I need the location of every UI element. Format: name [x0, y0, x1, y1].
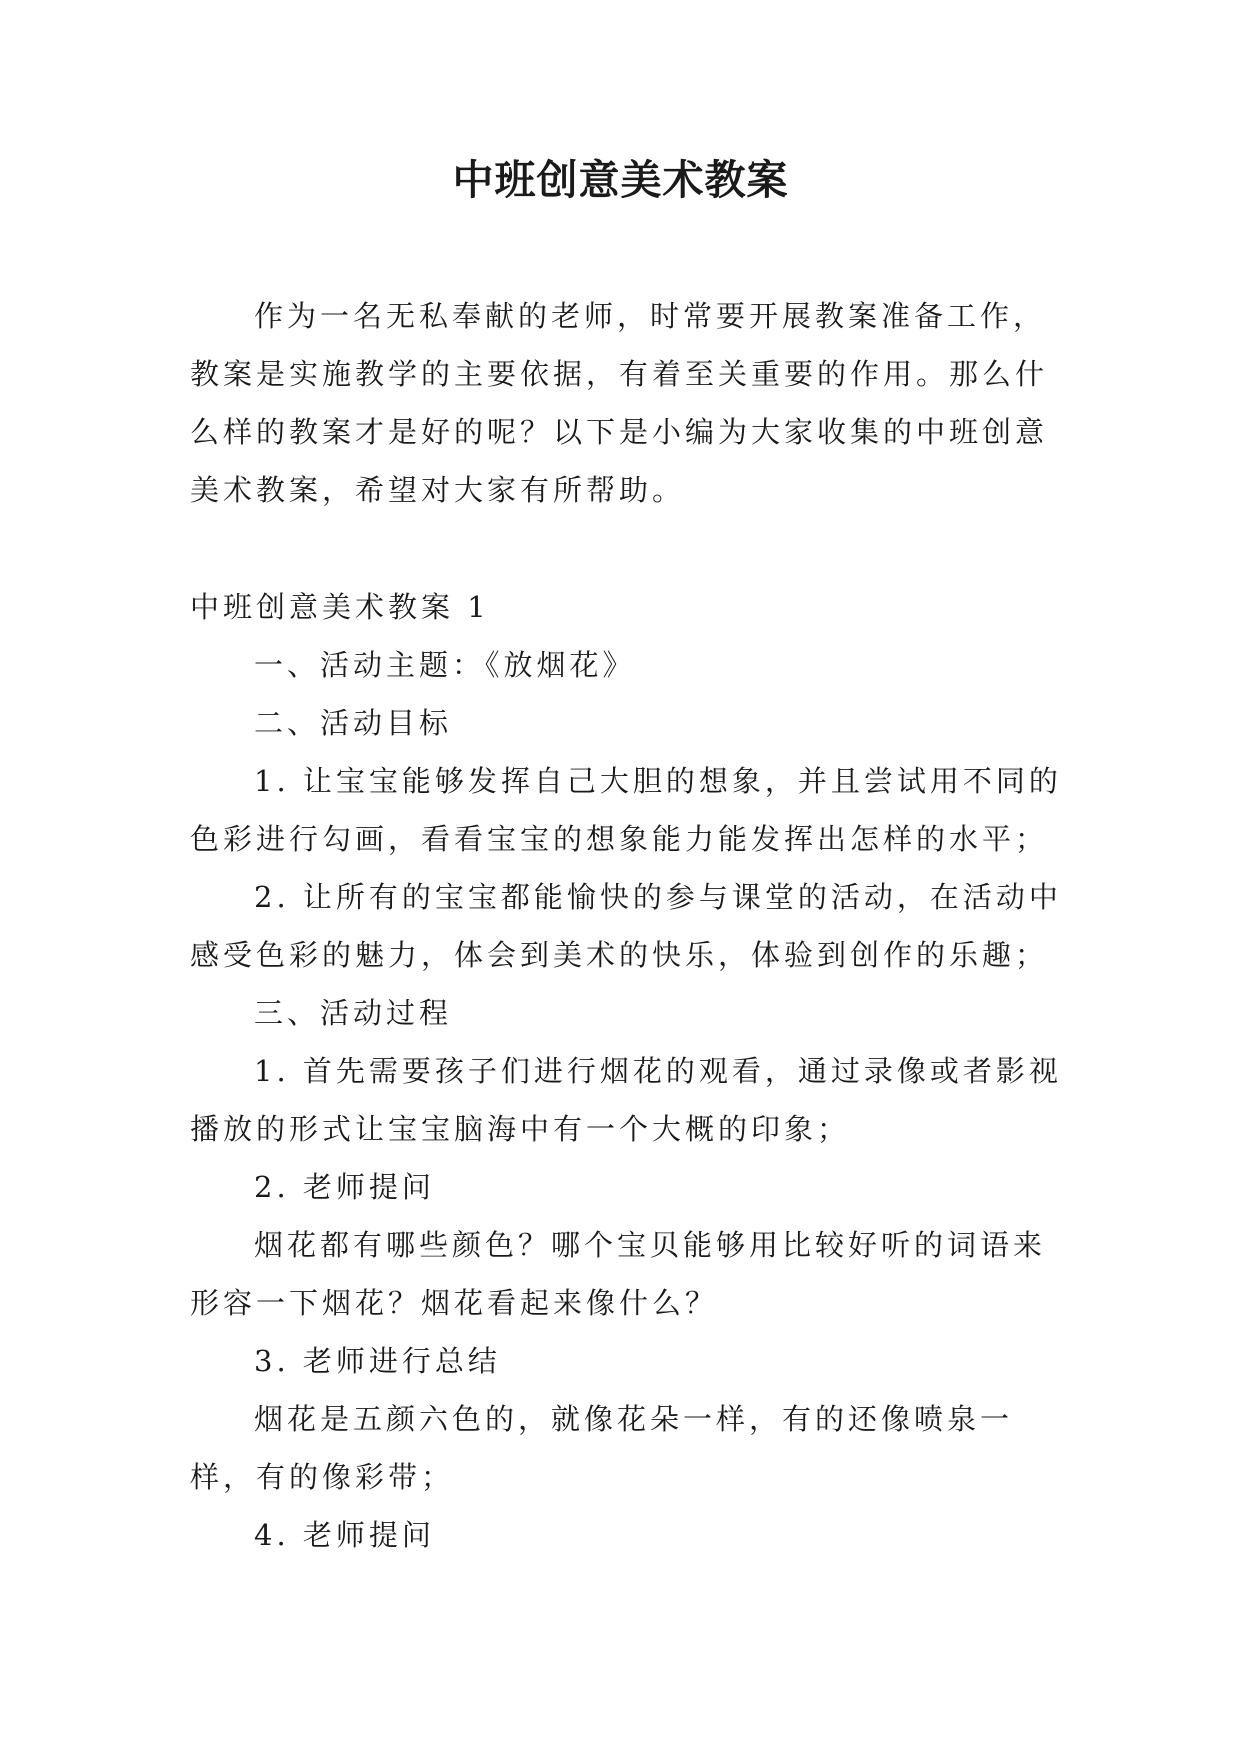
goal-item-2: 2. 让所有的宝宝都能愉快的参与课堂的活动，在活动中感受色彩的魅力，体会到美术的快乐，体验到创作的乐趣； — [190, 880, 1062, 972]
teacher-question-1: 烟花都有哪些颜色？哪个宝贝能够用比较好听的词语来形容一下烟花？烟花看起来像什么？ — [190, 1228, 1047, 1320]
section-heading: 中班创意美术教案 1 — [190, 590, 490, 624]
teacher-summary: 烟花是五颜六色的，就像花朵一样，有的还像喷泉一样，有的像彩带； — [190, 1402, 1014, 1494]
goal-item-1: 1. 让宝宝能够发挥自己大胆的想象，并且尝试用不同的色彩进行勾画，看看宝宝的想象能力能发挥出怎样的水平； — [190, 764, 1062, 856]
document-title: 中班创意美术教案 — [452, 156, 789, 204]
process-step-4: 4. 老师提问 — [254, 1518, 435, 1552]
goals-heading: 二、活动目标 — [254, 706, 453, 740]
process-step-1: 1. 首先需要孩子们进行烟花的观看，通过录像或者影视播放的形式让宝宝脑海中有一个大概的印象； — [190, 1054, 1062, 1146]
intro-paragraph: 作为一名无私奉献的老师，时常要开展教案准备工作，教案是实施教学的主要依据，有着至关重要的作用。那么什么样的教案才是好的呢？以下是小编为大家收集的中班创意美术教案，希望对大家有所帮助。 — [190, 299, 1049, 507]
process-step-2: 2. 老师提问 — [254, 1170, 435, 1204]
process-step-3: 3. 老师进行总结 — [254, 1344, 501, 1378]
activity-theme: 一、活动主题：《放烟花》 — [254, 648, 636, 682]
document-body — [190, 578, 1066, 1564]
process-heading: 三、活动过程 — [254, 996, 453, 1030]
